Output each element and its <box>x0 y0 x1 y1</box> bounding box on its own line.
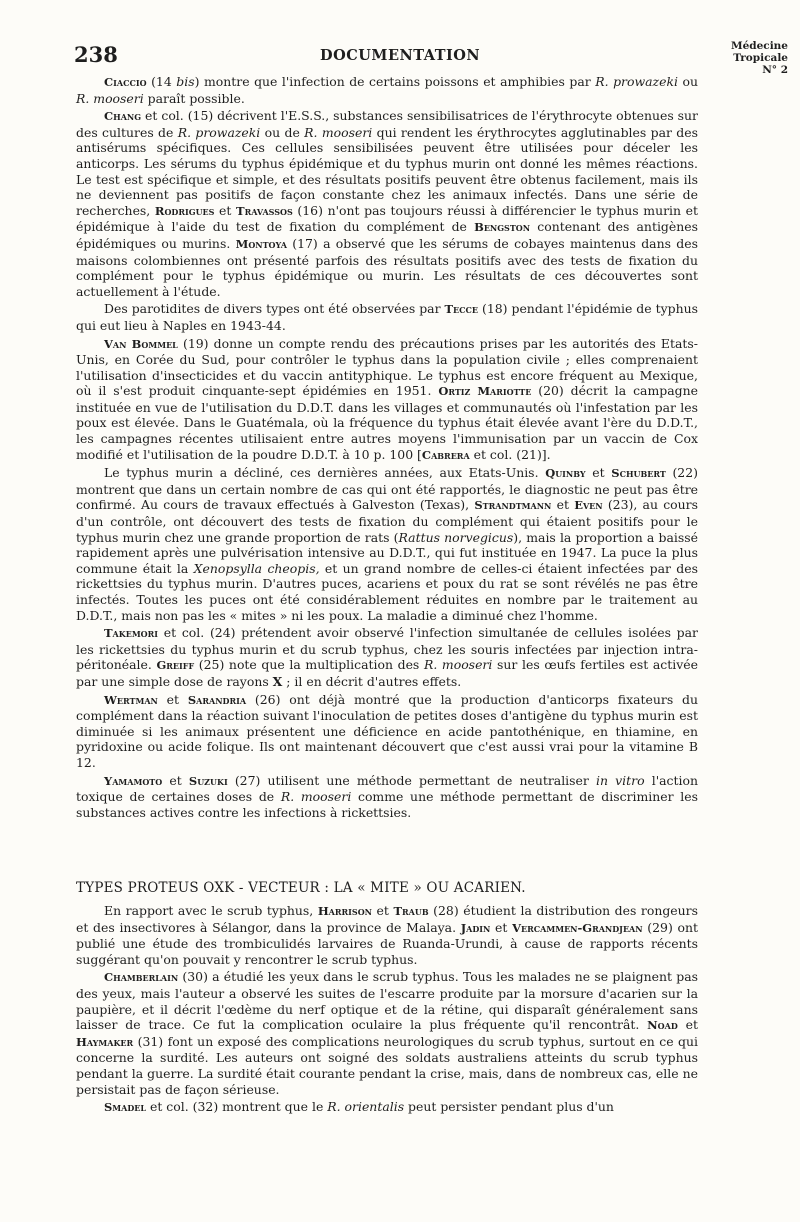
text-run: (20) décrit la campagne instituée en vue de l'utilisation du D.D.T. dans les villages et communautés où l'infestation par les poux est élevée. Dans le Guatémala, où la fréquence du typhus était élevée avant l'ère du D.D.T., les campagnes récentes utilisaient entre autres moyens l'immunisation par un vaccin de Cox modifié et l'utilisation de la poudre D.D.T. à 10 p. 100 [ <box>76 383 698 462</box>
author-name: Chamberlain <box>104 970 179 985</box>
text-run: (18) pendant l'épidémie de typhus qui eut lieu à Naples en 1943-44. <box>76 301 698 333</box>
italic-term: R. orientalis <box>327 1099 405 1115</box>
paragraph <box>76 336 698 464</box>
text-run: et col. (15) décrivent l'E.S.S., substances sensibilisatrices de l'érythrocyte obtenues sur des cultures de <box>76 108 698 140</box>
text-run: (30) a étudié les yeux dans le scrub typhus. Tous les malades ne se plaignent pas des yeux, mais l'auteur a observé les suites de l'escarre produite par la morsure d'acarien sur la paupière, et il décrit l'œdème du nerf optique et de la rétine, qui disparaît généralement sans laisser de trace. Ce fut la complication oculaire la plus fréquente qu'il rencontrât. <box>76 969 698 1033</box>
author-name: Chang <box>104 109 142 124</box>
author-name: Bengston <box>474 220 531 235</box>
paragraph <box>76 74 698 106</box>
text-run: sur les œufs fertiles est activée par une simple dose de rayons <box>76 657 698 689</box>
author-name: Harrison <box>317 904 372 918</box>
text-run: (29) ont publié une étude des trombiculidés larvaires de Ruanda-Urundi, à cause de rapports récents suggérant qu'on pouvait y rencontrer le scrub typhus. <box>76 919 698 967</box>
page-number: 238 <box>74 42 118 67</box>
text-run: ), mais la proportion a baissé rapidement après une pulvérisation intensive au D.D.T., qui fut instituée en 1947. La puce la plus commune était la <box>76 529 698 576</box>
text-run: qui rendent les érythrocytes agglutinables par des antisérums spécifiques. Ces cellules sensibilisées peuvent être utilisées pour déceler les anticorps. Les sérums du typhus épidémique et du typhus murin ont donné les mêmes réactions. Le test est spécifique et simple, et des résultats positifs peuvent être obtenus facilement, mais ils ne deviennent pas positifs de façon constante chez les animaux infectés. Dans une série de recherches, <box>76 124 698 218</box>
author-name: Vercammen-Grandjean <box>512 920 643 935</box>
text-run: (22) montrent que dans un certain nombre de cas qui ont été rapportés, le diagnostic ne peut pas être confirmé. Au cours de travaux effectués à Galveston (Texas), <box>76 465 698 513</box>
paragraph <box>76 1099 698 1116</box>
author-name: Suzuki <box>188 773 228 788</box>
issue-number: N° 2 <box>762 64 788 76</box>
paragraph <box>76 903 698 967</box>
text-run: ) montre que l'infection de certains poissons et amphibies par <box>194 74 596 89</box>
text-run: peut persister pendant plus d'un <box>404 1099 614 1115</box>
paragraph <box>76 969 698 1097</box>
author-name: Ortiz Mariotte <box>438 384 532 399</box>
text-run: (28) étudient la distribution des rongeurs et des insectivores à Sélangor, dans la province de Malaya. <box>76 903 698 935</box>
running-title: DOCUMENTATION <box>320 47 481 64</box>
author-name: Travassos <box>236 203 293 218</box>
italic-term: Rattus norvegicus <box>398 529 514 545</box>
text-run: Des parotidites de divers types ont été observées par <box>104 301 445 317</box>
text-run: (27) utilisent une méthode permettant de neutraliser <box>227 772 596 788</box>
paragraph <box>76 773 698 821</box>
author-name: Sarandria <box>187 692 247 707</box>
journal-label <box>722 40 788 76</box>
author-name: Cabrera <box>421 447 470 462</box>
text-run: En rapport avec le scrub typhus, <box>104 903 318 918</box>
author-name: Quinby <box>545 466 586 481</box>
text-run: et un grand nombre de celles-ci étaient infectées par des rickettsies du typhus murin. D'autres puces, acariens et poux du rat se sont révélés ne pas être infectés. Toutes les puces ont été considérablement réduites en nombre par le traitement au D.D.T., mais non pas les « mites » ni les poux. La maladie a diminué chez l'homme. <box>76 560 698 623</box>
author-name: Wertman <box>104 692 158 707</box>
article-body <box>76 74 698 822</box>
text-run: X <box>272 673 283 689</box>
text-run: et <box>214 202 237 218</box>
author-name: Greiff <box>156 658 195 673</box>
author-name: Smadel <box>104 1100 147 1115</box>
text-run: ou de <box>260 124 305 140</box>
author-name: Noad <box>647 1018 678 1033</box>
author-name: Rodrigues <box>154 203 215 218</box>
text-run: et col. (21)]. <box>469 446 551 462</box>
italic-term: R. mooseri <box>304 124 373 140</box>
text-run: (26) ont déjà montré que la production d'anticorps fixateurs du complément dans la réaction suivant l'inoculation de petites doses d'antigène du typhus murin est diminuée si les animaux présentent une déficience en acide pantothénique, en thiamine, en pyridoxine ou acide folique. Ils ont maintenant découvert que c'est aussi vrai pour la vitamine B 12. <box>76 691 698 770</box>
italic-term: bis <box>176 74 195 89</box>
italic-term: R. mooseri <box>280 789 352 805</box>
author-name: Takemori <box>104 626 159 641</box>
text-run: et <box>551 497 575 513</box>
author-name: Haymaker <box>76 1034 134 1049</box>
italic-term: in vitro <box>596 772 645 788</box>
author-name: Jadin <box>460 920 491 935</box>
italic-term: R. prowazeki <box>177 124 261 140</box>
text-run: et col. (32) montrent que le <box>146 1099 328 1115</box>
text-run: (17) a observé que les sérums de cobayes maintenus dans des maisons colombiennes ont présenté parfois des résultats positifs avec des tests de fixation du complément pour le typhus épidémique ou murin. Les résultats de ces découvertes sont actuellement à l'étude. <box>76 235 699 299</box>
text-run: et <box>371 903 394 918</box>
text-run: et col. (24) prétendent avoir observé l'infection simultanée de cellules isolées par les rickettsies du typhus murin et du scrub typhus, chez les souris infectées par injection intra-péritonéale. <box>76 625 698 673</box>
journal-line-1: Médecine <box>730 40 788 52</box>
text-run: (14 <box>146 74 177 89</box>
italic-term: Xenopsylla cheopis, <box>193 560 320 576</box>
author-name: Traub <box>393 904 429 918</box>
paragraph <box>76 108 698 299</box>
text-run: et <box>162 772 189 788</box>
text-run: et <box>490 919 513 935</box>
text-run: (25) note que la multiplication des <box>194 657 424 673</box>
italic-term: R. mooseri <box>423 657 493 673</box>
journal-line-2: Tropicale <box>733 52 788 64</box>
italic-term: R. prowazeki <box>595 74 678 89</box>
author-name: Schubert <box>611 466 666 481</box>
author-name: Even <box>574 498 603 513</box>
text-run: et <box>157 691 188 707</box>
text-run: (23), au cours d'un contrôle, ont découvert des tests de fixation du complément qui étaient positifs pour le typhus murin chez une grande proportion de rats ( <box>76 497 698 545</box>
section-heading: TYPES PROTEUS OXK - VECTEUR : LA « MITE » OU ACARIEN. <box>76 880 526 896</box>
paragraph <box>76 301 698 333</box>
text-run: ou <box>677 74 698 89</box>
author-name: Yamamoto <box>104 773 163 788</box>
text-run: et <box>677 1017 698 1033</box>
author-name: Strandtmann <box>474 498 552 513</box>
text-run: et <box>585 465 612 481</box>
article-body-2 <box>76 903 698 1118</box>
text-run: (31) font un exposé des complications neurologiques du scrub typhus, surtout en ce qui concerne la surdité. Les auteurs ont soigné des soldats australiens atteints du scrub typhus pendant la guerre. La surdité était courante pendant la crise, mais, dans de nombreux cas, elle ne persistait pas de façon sérieuse. <box>76 1033 698 1097</box>
italic-term: R. mooseri <box>76 90 144 106</box>
text-run: contenant des antigènes épidémiques ou murins. <box>76 219 698 251</box>
text-run: (19) donne un compte rendu des précautions prises par les autorités des Etats-Unis, en Corée du Sud, pour contrôler le typhus dans la population civile ; elles comprenaient l'utilisation d'insecticides et du vaccin antityphique. Le typhus est encore fréquent au Mexique, où il s'est produit cinquante-sept épidémies en 1951. <box>76 335 698 399</box>
author-name: Ciaccio <box>104 75 147 89</box>
text-run: ; il en décrit d'autres effets. <box>282 673 462 689</box>
text-run: l'action toxique de certaines doses de <box>76 772 698 805</box>
paragraph <box>76 692 698 771</box>
text-run: comme une méthode permettant de discriminer les substances actives contre les infections à rickettsies. <box>76 789 698 820</box>
text-run: paraît possible. <box>143 90 245 106</box>
author-name: Tecce <box>444 302 478 317</box>
text-run: (16) n'ont pas toujours réussi à différencier le typhus murin et épidémique à l'aide du test de fixation du complément de <box>76 202 699 235</box>
paragraph <box>76 625 698 689</box>
author-name: Montoya <box>235 236 287 251</box>
text-run: Le typhus murin a décliné, ces dernières années, aux Etats-Unis. <box>104 465 546 481</box>
author-name: Van Bommel <box>104 336 178 351</box>
paragraph <box>76 465 698 623</box>
